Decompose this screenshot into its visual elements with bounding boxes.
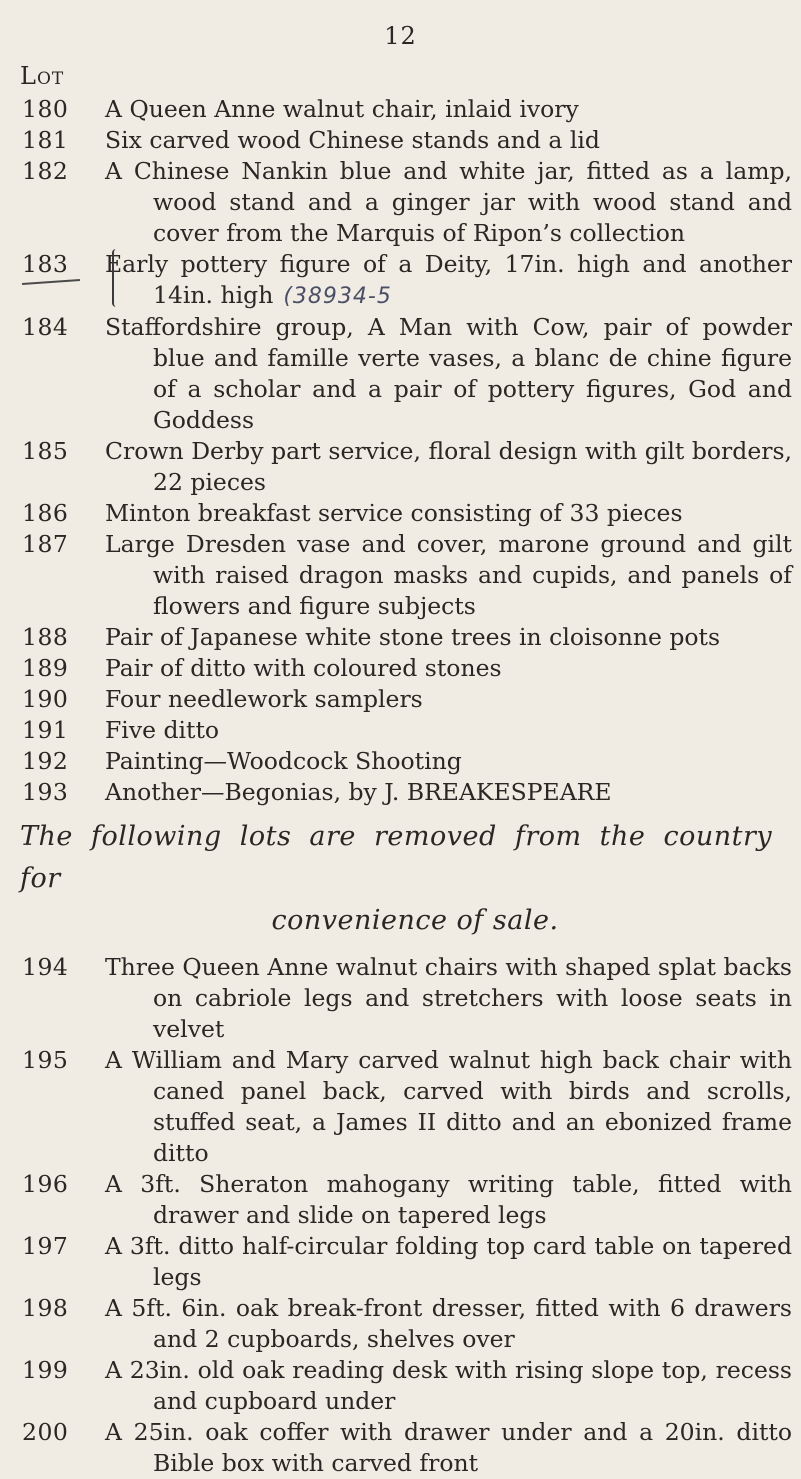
lot-description [105, 1231, 792, 1293]
lot-description [105, 498, 792, 529]
lot-item [22, 1355, 792, 1417]
lot-description [105, 156, 792, 249]
lot-description [105, 777, 792, 808]
lot-item [22, 653, 792, 684]
lot-description [105, 1293, 792, 1355]
lot-description-text: Staffordshire group, A Man with Cow, pair of powder blue and famille verte vases, a blanc de chine figure of a scholar and a pair of pottery figures, God and Goddess [105, 313, 792, 434]
lot-description-text: Five ditto [105, 716, 220, 744]
lot-description-text: Another—Begonias, by J. BREAKESPEARE [105, 778, 612, 806]
lot-item [22, 622, 792, 653]
lot-item [22, 312, 792, 436]
lot-number: 199 [22, 1356, 69, 1384]
lot-item [22, 1293, 792, 1355]
lot-item [22, 952, 792, 1045]
lot-description [105, 436, 792, 498]
lot-description-text: Minton breakfast service consisting of 33 pieces [105, 499, 683, 527]
notice-line-2: convenience of sale. [271, 905, 559, 936]
handwritten-annotation: (38934-5 [283, 284, 392, 309]
lot-description [105, 1169, 792, 1231]
lot-description-text: Pair of ditto with coloured stones [105, 654, 502, 682]
lot-description-text: A 23in. old oak reading desk with rising slope top, recess and cupboard under [105, 1356, 792, 1415]
lot-description [105, 1045, 792, 1169]
lot-description [105, 529, 792, 622]
lot-item [22, 529, 792, 622]
lot-number: 186 [22, 499, 69, 527]
lot-description-text: Painting—Woodcock Shooting [105, 747, 462, 775]
lot-item [22, 498, 792, 529]
lot-number: 196 [22, 1170, 69, 1198]
lot-item [22, 436, 792, 498]
lot-item [22, 1169, 792, 1231]
lot-description-text: A 5ft. 6in. oak break-front dresser, fitted with 6 drawers and 2 cupboards, shelves over [105, 1294, 792, 1353]
lot-description [105, 94, 792, 125]
lot-item [22, 94, 792, 125]
lot-number: 191 [22, 716, 69, 744]
lot-description-text: A 3ft. ditto half-circular folding top card table on tapered legs [105, 1232, 792, 1291]
lot-item [22, 125, 792, 156]
lot-description-text: A 25in. oak coffer with drawer under and a 20in. ditto Bible box with carved front [105, 1418, 792, 1477]
lot-description [105, 1355, 792, 1417]
lot-number: 189 [22, 654, 69, 682]
lot-description [105, 622, 792, 653]
lot-description-text: Three Queen Anne walnut chairs with shaped splat backs on cabriole legs and stretchers with loose seats in velvet [105, 953, 792, 1043]
lot-description [105, 125, 792, 156]
lot-description [105, 746, 792, 777]
lot-description-text: Early pottery figure of a Deity, 17in. high and another 14in. high [105, 250, 792, 309]
lot-number: 195 [22, 1046, 69, 1074]
lot-number: 198 [22, 1294, 69, 1322]
lot-number: 193 [22, 778, 69, 806]
lot-description-text: A Queen Anne walnut chair, inlaid ivory [105, 95, 579, 123]
lot-number: 184 [22, 313, 69, 341]
lot-description-text: A 3ft. Sheraton mahogany writing table, fitted with drawer and slide on tapered legs [105, 1170, 792, 1229]
lot-number: 200 [22, 1418, 69, 1446]
lot-description-text: Pair of Japanese white stone trees in cloisonne pots [105, 623, 721, 651]
lot-description [105, 653, 792, 684]
lot-item [22, 777, 792, 808]
lot-description [105, 312, 792, 436]
lot-number: 192 [22, 747, 69, 775]
lot-number: 188 [22, 623, 69, 651]
lot-description-text: A Chinese Nankin blue and white jar, fitted as a lamp, wood stand and a ginger jar with wood stand and cover from the Marquis of Ripon’s collection [105, 157, 792, 247]
lot-item [22, 684, 792, 715]
lot-description-text: Four needlework samplers [105, 685, 423, 713]
lot-item [22, 156, 792, 249]
lot-item [22, 1417, 792, 1479]
lot-number: 183 [22, 250, 69, 278]
lot-description-text: Six carved wood Chinese stands and a lid [105, 126, 600, 154]
lot-number: 182 [22, 157, 69, 185]
lot-description [105, 952, 792, 1045]
lot-number: 187 [22, 530, 69, 558]
removal-notice [20, 816, 790, 942]
lot-number: 185 [22, 437, 69, 465]
lot-item [22, 746, 792, 777]
lot-description-text: Large Dresden vase and cover, marone ground and gilt with raised dragon masks and cupids, and panels of flowers and figure subjects [105, 530, 792, 620]
lot-description [105, 249, 792, 312]
lot-number: 181 [22, 126, 69, 154]
lot-item [22, 715, 792, 746]
lot-item [22, 249, 792, 312]
lot-number: 180 [22, 95, 69, 123]
notice-line-1: The following lots are removed from the country for [20, 821, 773, 894]
lot-item [22, 1231, 792, 1293]
lot-description [105, 1417, 792, 1479]
lot-description [105, 684, 792, 715]
lot-item [22, 1045, 792, 1169]
lot-description-text: Crown Derby part service, floral design with gilt borders, 22 pieces [105, 437, 792, 496]
lot-column-header: Lot [20, 62, 65, 90]
lot-number: 197 [22, 1232, 69, 1260]
lot-description [105, 715, 792, 746]
lot-number: 190 [22, 685, 69, 713]
handwritten-bracket [112, 249, 122, 307]
page-number: 12 [384, 22, 417, 50]
lot-number: 194 [22, 953, 69, 981]
lot-description-text: A William and Mary carved walnut high back chair with caned panel back, carved with birds and scrolls, stuffed seat, a James II ditto and an ebonized frame ditto [105, 1046, 792, 1167]
